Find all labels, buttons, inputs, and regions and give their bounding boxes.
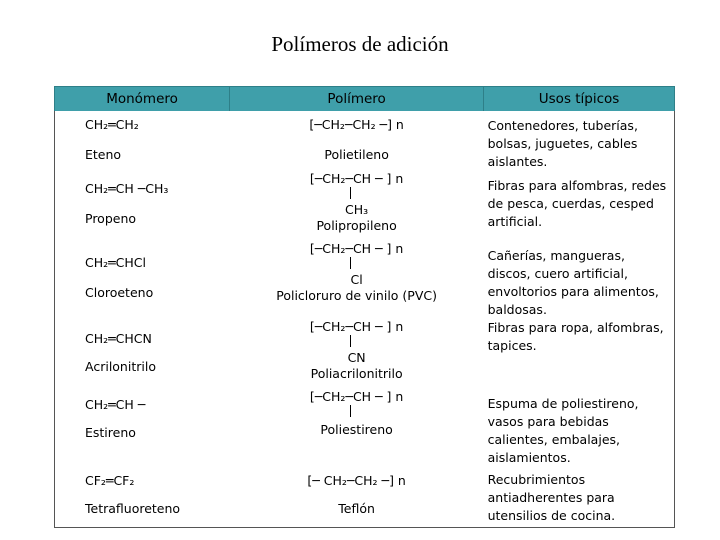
page-title: Polímeros de adición xyxy=(271,32,449,56)
table-row xyxy=(55,467,675,527)
polymer-substituent: Cl xyxy=(350,272,363,287)
polymer-name: Polipropileno xyxy=(316,218,397,233)
polymer-uses: Espuma de poliestireno, vasos para bebidas calientes, embalajes, aislamientos. xyxy=(487,396,639,465)
polymer-uses: Cañerías, mangueras, discos, cuero artificial, envoltorios para alimentos, baldosas. xyxy=(487,248,659,317)
table-row xyxy=(55,319,675,389)
monomer-formula: CF₂═CF₂ xyxy=(85,473,135,488)
monomer-name: Cloroeteno xyxy=(85,285,154,300)
monomer-formula: CH₂═CH ─CH₃ xyxy=(85,181,169,196)
bond-line xyxy=(350,405,351,417)
table-row xyxy=(55,241,675,319)
table-row xyxy=(55,111,675,171)
bond-line xyxy=(350,335,351,347)
polymer-substituent: CH₃ xyxy=(345,202,369,217)
monomer-formula: CH₂═CH ─ xyxy=(85,397,146,412)
polymer-formula: [─CH₂─CH ─ ] n xyxy=(309,319,404,334)
header-uses: Usos típicos xyxy=(484,87,675,112)
polymer-substituent: CN xyxy=(347,350,366,365)
monomer-name: Eteno xyxy=(85,147,122,162)
header-polymer: Polímero xyxy=(230,87,484,112)
polymer-name: Polietileno xyxy=(324,147,389,162)
monomer-name: Propeno xyxy=(85,211,137,226)
polymer-formula: [─CH₂─CH₂ ─] n xyxy=(309,117,404,132)
polymer-formula: [─CH₂─CH ─ ] n xyxy=(309,241,404,256)
polymer-formula: [─CH₂─CH ─ ] n xyxy=(309,389,404,404)
monomer-formula: CH₂═CH₂ xyxy=(85,117,139,132)
monomer-formula: CH₂═CHCl xyxy=(85,255,146,270)
polymer-name: Poliestireno xyxy=(320,422,393,437)
table-row xyxy=(55,389,675,467)
table-header-row xyxy=(55,87,675,112)
polymer-uses: Fibras para alfombras, redes de pesca, cuerdas, cesped artificial. xyxy=(487,178,667,229)
polymer-formula: [─CH₂─CH ─ ] n xyxy=(309,171,404,186)
bond-line xyxy=(350,257,351,269)
polymer-name: Policloruro de vinilo (PVC) xyxy=(276,288,437,303)
polymer-uses: Recubrimientos antiadherentes para utensilios de cocina. xyxy=(487,472,616,523)
header-monomer: Monómero xyxy=(55,87,230,112)
polymer-uses: Fibras para ropa, alfombras, tapices. xyxy=(487,320,664,353)
polymer-name: Teflón xyxy=(338,501,375,516)
polymer-name: Poliacrilonitrilo xyxy=(310,366,403,381)
polymers-table xyxy=(54,86,675,528)
monomer-name: Estireno xyxy=(85,425,136,440)
polymer-formula: [─ CH₂─CH₂ ─] n xyxy=(307,473,406,488)
table-row xyxy=(55,171,675,241)
monomer-formula: CH₂═CHCN xyxy=(85,331,152,346)
monomer-name: Acrilonitrilo xyxy=(85,359,156,374)
bond-line xyxy=(350,187,351,199)
polymer-uses: Contenedores, tuberías, bolsas, juguetes, cables aislantes. xyxy=(487,118,638,169)
monomer-name: Tetrafluoreteno xyxy=(85,501,181,516)
